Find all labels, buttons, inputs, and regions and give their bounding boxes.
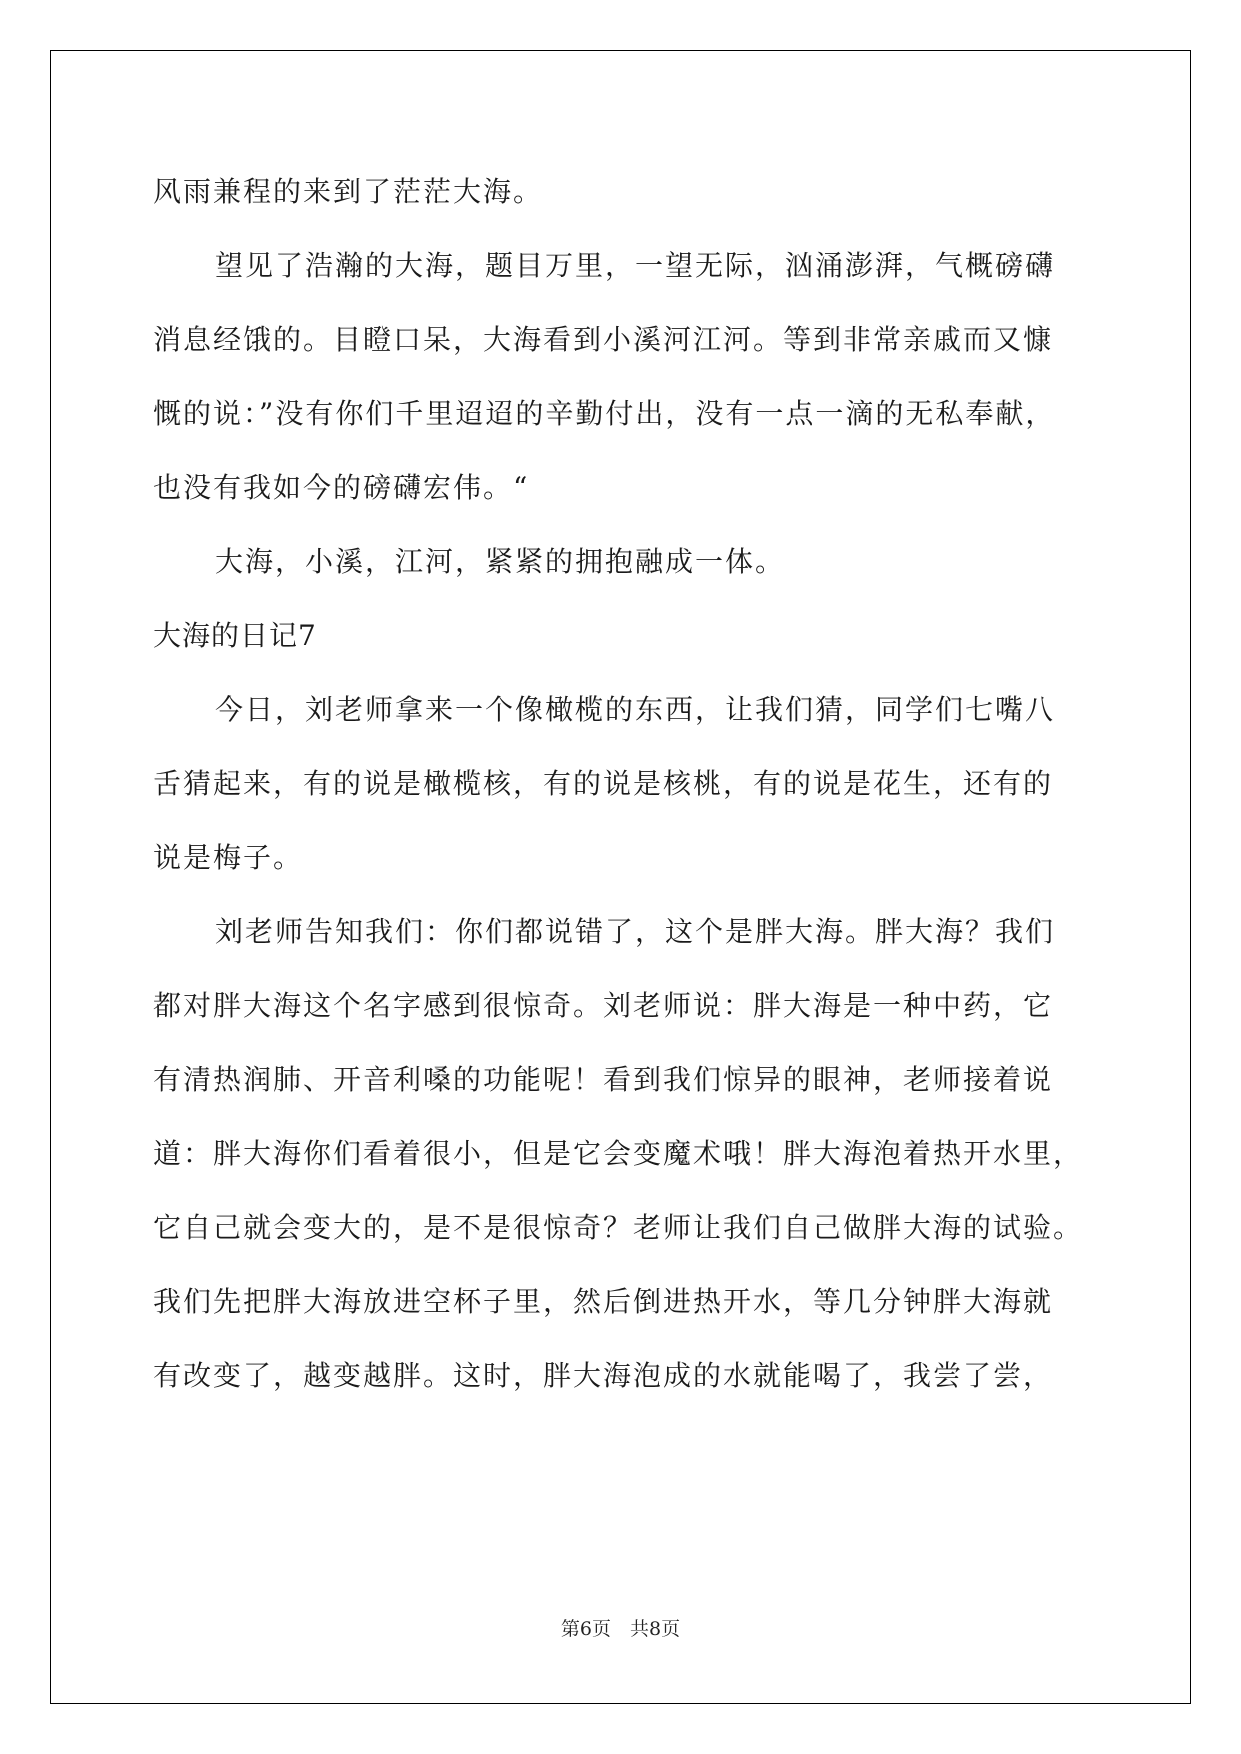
text-line: 都对胖大海这个名字感到很惊奇。刘老师说：胖大海是一种中药，它 bbox=[153, 989, 1054, 1022]
text-line: 也没有我如今的磅礴宏伟。“ bbox=[153, 471, 530, 504]
text-line: 消息经饿的。目瞪口呆，大海看到小溪河江河。等到非常亲戚而又慷 bbox=[153, 323, 1054, 356]
text-line: 说是梅子。 bbox=[153, 841, 304, 874]
text-line: 它自己就会变大的，是不是很惊奇？老师让我们自己做胖大海的试验。 bbox=[153, 1211, 1084, 1244]
paragraph-start: 今日，刘老师拿来一个像橄榄的东西，让我们猜，同学们七嘴八 bbox=[215, 693, 1056, 726]
text-line: 慨的说：”没有你们千里迢迢的辛勤付出，没有一点一滴的无私奉献， bbox=[153, 397, 1056, 430]
text-line: 有清热润肺、开音利嗓的功能呢！看到我们惊异的眼神，老师接着说 bbox=[153, 1063, 1054, 1096]
paragraph-start: 望见了浩瀚的大海，题目万里，一望无际，汹涌澎湃，气概磅礴 bbox=[215, 249, 1056, 282]
page-number-footer: 第6页 共8页 bbox=[560, 1618, 681, 1640]
text-line: 风雨兼程的来到了茫茫大海。 bbox=[153, 175, 544, 208]
document-body bbox=[153, 155, 1093, 1413]
paragraph-start: 大海，小溪，江河，紧紧的拥抱融成一体。 bbox=[215, 545, 786, 578]
section-heading: 大海的日记7 bbox=[153, 619, 317, 652]
text-line: 道：胖大海你们看着很小，但是它会变魔术哦！胖大海泡着热开水里， bbox=[153, 1137, 1084, 1170]
text-line: 有改变了，越变越胖。这时，胖大海泡成的水就能喝了，我尝了尝， bbox=[153, 1359, 1054, 1392]
paragraph-start: 刘老师告知我们：你们都说错了，这个是胖大海。胖大海？我们 bbox=[215, 915, 1056, 948]
text-line: 我们先把胖大海放进空杯子里，然后倒进热开水，等几分钟胖大海就 bbox=[153, 1285, 1054, 1318]
text-line: 舌猜起来，有的说是橄榄核，有的说是核桃，有的说是花生，还有的 bbox=[153, 767, 1054, 800]
